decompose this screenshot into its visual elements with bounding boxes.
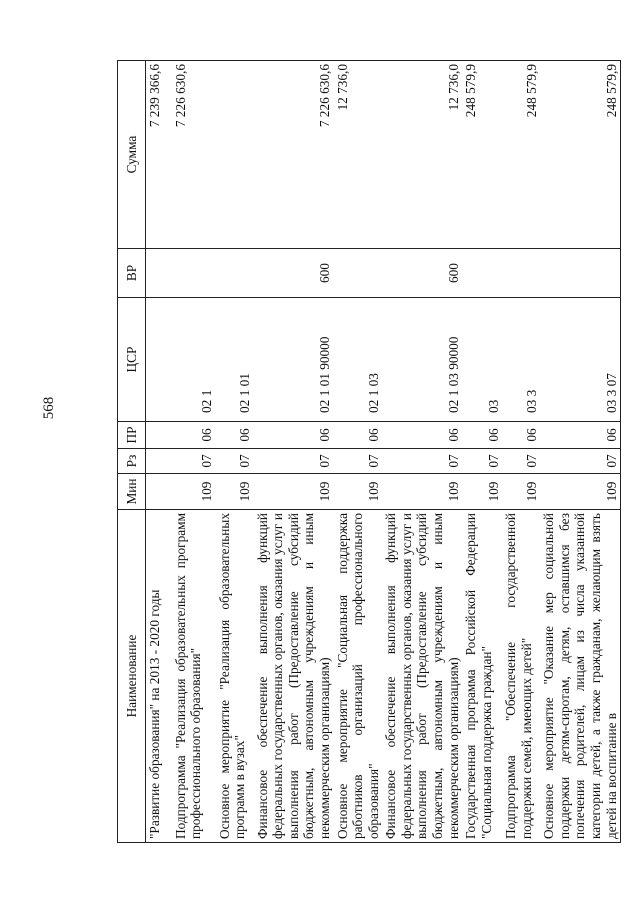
row-rz: 07 [462,449,502,474]
table-row [540,61,620,843]
row-pr: 06 [216,422,254,449]
row-name: Государственная программа Российской Федерации "Социальная поддержка граждан" [462,510,502,843]
budget-table [117,60,621,843]
row-min [146,474,172,510]
row-rz: 07 [216,449,254,474]
row-pr [146,422,172,449]
row-csr: 03 3 07 [540,298,620,422]
table-row [462,61,502,843]
row-min: 109 [172,474,216,510]
row-name: Финансовое обеспечение выполнения функций федеральных государственных органов, оказания услуг и выполнения работ (Предоставление субсидий бюджетным, автономным учреждениям и иным некоммерческим организациям) [382,510,462,843]
row-sum: 7 226 630,6 [172,61,216,249]
row-csr: 02 1 03 [334,298,383,422]
row-rz: 07 [334,449,383,474]
table-row [216,61,254,843]
row-vr [146,249,172,298]
header-vr: ВР [118,249,146,298]
row-name: Финансовое обеспечение выполнения функций федеральных государственных органов, оказания услуг и выполнения работ (Предоставление субсидий бюджетным, автономным учреждениям и иным некоммерческим организациям) [254,510,334,843]
row-vr: 600 [254,249,334,298]
table-row [382,61,462,843]
row-csr: 03 [462,298,502,422]
row-sum: 248 579,9 [502,61,540,249]
row-vr [502,249,540,298]
row-csr: 02 1 01 [216,298,254,422]
row-rz: 07 [382,449,462,474]
row-rz: 07 [540,449,620,474]
row-min: 109 [216,474,254,510]
row-csr: 02 1 01 90000 [254,298,334,422]
row-pr: 06 [334,422,383,449]
row-name: Основное мероприятие "Социальная поддержка работников организаций профессионального образования" [334,510,383,843]
row-vr: 600 [382,249,462,298]
table-row [146,61,172,843]
row-sum [216,61,254,249]
row-name: "Развитие образования" на 2013 - 2020 годы [146,510,172,843]
table-row [334,61,383,843]
table-row [502,61,540,843]
header-rz: Рз [118,449,146,474]
row-min: 109 [382,474,462,510]
row-sum: 12 736,0 [382,61,462,249]
row-rz: 07 [502,449,540,474]
row-csr [146,298,172,422]
row-vr [334,249,383,298]
row-name: Подпрограмма "Реализация образовательных программ профессионального образования" [172,510,216,843]
row-min: 109 [540,474,620,510]
row-pr: 06 [540,422,620,449]
row-vr [216,249,254,298]
header-csr: ЦСР [118,298,146,422]
row-vr [462,249,502,298]
row-pr: 06 [502,422,540,449]
row-rz: 07 [172,449,216,474]
header-min: Мин [118,474,146,510]
row-pr: 06 [462,422,502,449]
row-csr: 03 3 [502,298,540,422]
row-rz [146,449,172,474]
table-header-row [118,61,146,843]
row-rz: 07 [254,449,334,474]
row-sum: 7 226 630,6 [254,61,334,249]
row-vr [540,249,620,298]
row-pr: 06 [382,422,462,449]
row-sum: 12 736,0 [334,61,383,249]
row-min: 109 [502,474,540,510]
row-sum: 248 579,9 [462,61,502,249]
row-sum: 248 579,9 [540,61,620,249]
row-sum: 7 239 366,6 [146,61,172,249]
row-csr: 02 1 [172,298,216,422]
row-min: 109 [254,474,334,510]
table-row [172,61,216,843]
table-row [254,61,334,843]
header-pr: ПР [118,422,146,449]
row-name: Подпрограмма "Обеспечение государственной поддержки семей, имеющих детей" [502,510,540,843]
budget-table-sheet [117,61,625,843]
row-pr: 06 [172,422,216,449]
header-name: Наименование [118,510,146,843]
row-csr: 02 1 03 90000 [382,298,462,422]
row-min: 109 [334,474,383,510]
row-min: 109 [462,474,502,510]
row-pr: 06 [254,422,334,449]
header-sum: Сумма [118,61,146,249]
page-number: 568 [41,396,57,420]
row-name: Основное мероприятие "Реализация образовательных программ в вузах" [216,510,254,843]
row-vr [172,249,216,298]
row-name: Основное мероприятие "Оказание мер социальной поддержки детям-сиротам, детям, оставшимся без попечения родителей, лицам из числа указанной категории детей, а также гражданам, желающим взять детей на воспитание в [540,510,620,843]
